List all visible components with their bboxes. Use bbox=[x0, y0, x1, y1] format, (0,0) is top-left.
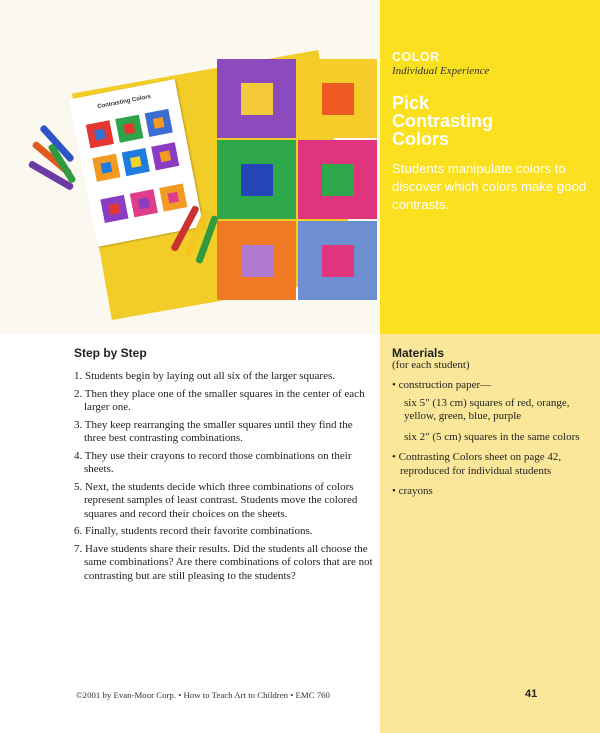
category-label: COLOR bbox=[392, 50, 440, 64]
title-line: Contrasting bbox=[392, 111, 493, 131]
step-item: 3. They keep rearranging the smaller squares until they find the three best contrasting combinations. bbox=[74, 418, 353, 444]
steps-list bbox=[74, 370, 374, 587]
copyright-footer: ©2001 by Evan-Moor Corp. • How to Teach Art to Children • EMC 760 bbox=[76, 690, 330, 700]
materials-list bbox=[392, 379, 582, 506]
green-square bbox=[217, 140, 296, 219]
sheet-title: Contrasting Colors bbox=[96, 94, 152, 111]
materials-heading: Materials bbox=[392, 346, 445, 360]
yellow-square bbox=[298, 59, 377, 138]
sheet-square bbox=[100, 195, 128, 223]
step-item: 1. Students begin by laying out all six of the larger squares. bbox=[74, 370, 336, 382]
material-item: six 2" (5 cm) squares in the same colors bbox=[404, 430, 580, 443]
experience-subtitle: Individual Experience bbox=[392, 65, 490, 77]
sheet-square bbox=[159, 183, 187, 211]
sheet-square bbox=[145, 109, 173, 137]
step-item: 6. Finally, students record their favorite combinations. bbox=[74, 525, 313, 537]
activity-photo bbox=[0, 0, 380, 334]
page-number: 41 bbox=[525, 688, 538, 700]
magenta-square bbox=[298, 140, 377, 219]
material-item: • construction paper— bbox=[392, 379, 492, 391]
material-item: • crayons bbox=[392, 485, 433, 497]
sheet-square bbox=[130, 189, 158, 217]
step-item: 2. Then they place one of the smaller squares in the center of each larger one. bbox=[74, 387, 365, 413]
step-item: 7. Have students share their results. Did the students all choose the same combinations? Are there combinations of colors that are not contrasting but are still pleasing to the students? bbox=[74, 542, 373, 582]
blue-square bbox=[298, 221, 377, 300]
material-item: • Contrasting Colors sheet on page 42, reproduced for individual students bbox=[392, 451, 562, 477]
sheet-square bbox=[86, 120, 114, 148]
title-line: Colors bbox=[392, 129, 450, 149]
step-item: 5. Next, the students decide which three combinations of colors represent samples of least contrast. Students move the colored squares and record their choices on the sheets. bbox=[74, 480, 358, 520]
sheet-square bbox=[151, 142, 179, 170]
orange-square bbox=[217, 221, 296, 300]
material-item: six 5" (13 cm) squares of red, orange, yellow, green, blue, purple bbox=[404, 396, 570, 422]
purple-square bbox=[217, 59, 296, 138]
page-title bbox=[392, 94, 597, 148]
title-line: Pick bbox=[392, 93, 430, 113]
sheet-square bbox=[122, 148, 150, 176]
sheet-square bbox=[92, 154, 120, 182]
steps-heading: Step by Step bbox=[74, 346, 147, 360]
sheet-square bbox=[115, 115, 143, 143]
step-item: 4. They use their crayons to record those combinations on their sheets. bbox=[74, 449, 352, 475]
activity-description: Students manipulate colors to discover which colors make good contrasts. bbox=[392, 161, 587, 212]
materials-subheading: (for each student) bbox=[392, 359, 470, 371]
